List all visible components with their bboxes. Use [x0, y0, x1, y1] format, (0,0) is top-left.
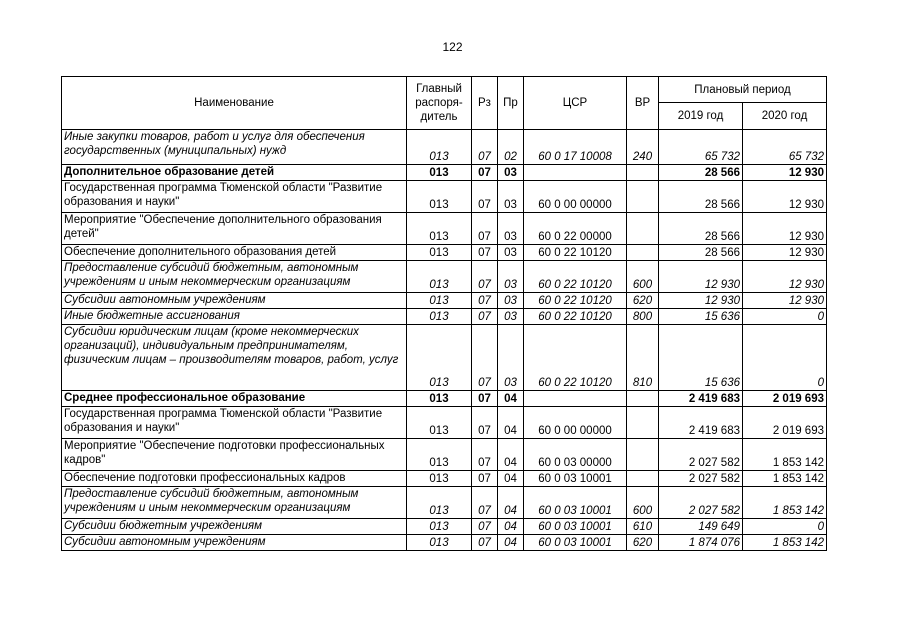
row-vr: 810: [627, 325, 659, 391]
table-row: [62, 130, 827, 165]
row-name: Субсидии юридическим лицам (кроме некоммерческих организаций), индивидуальным предпринимателям, физическим лицам – производителям товаров, работ, услуг: [62, 325, 407, 391]
row-amount-2020: 1 853 142: [743, 471, 827, 487]
row-rz: 07: [472, 261, 498, 293]
row-name: Среднее профессиональное образование: [62, 391, 407, 407]
row-name: Государственная программа Тюменской области "Развитие образования и науки": [62, 407, 407, 439]
row-csr: 60 0 00 00000: [524, 181, 627, 213]
table-row: [62, 487, 827, 519]
row-amount-2019: 28 566: [659, 213, 743, 245]
row-csr: 60 0 22 10120: [524, 309, 627, 325]
row-amount-2019: 12 930: [659, 293, 743, 309]
table-row: [62, 519, 827, 535]
header-manager: Главный распоря-дитель: [407, 77, 472, 130]
row-rz: 07: [472, 130, 498, 165]
row-vr: [627, 165, 659, 181]
row-manager-code: 013: [407, 471, 472, 487]
row-name: Мероприятие "Обеспечение дополнительного образования детей": [62, 213, 407, 245]
row-rz: 07: [472, 165, 498, 181]
row-name: Иные бюджетные ассигнования: [62, 309, 407, 325]
row-rz: 07: [472, 309, 498, 325]
row-rz: 07: [472, 407, 498, 439]
table-body: [62, 130, 827, 551]
row-amount-2020: 12 930: [743, 261, 827, 293]
row-amount-2020: 12 930: [743, 293, 827, 309]
row-vr: [627, 181, 659, 213]
row-csr: 60 0 22 10120: [524, 245, 627, 261]
row-csr: 60 0 03 00000: [524, 439, 627, 471]
row-csr: 60 0 22 10120: [524, 325, 627, 391]
header-rz: Рз: [472, 77, 498, 130]
row-name: Иные закупки товаров, работ и услуг для обеспечения государственных (муниципальных) нужд: [62, 130, 407, 165]
table-row: [62, 471, 827, 487]
table-row: [62, 245, 827, 261]
row-rz: 07: [472, 325, 498, 391]
table-row: [62, 325, 827, 391]
row-rz: 07: [472, 391, 498, 407]
row-rz: 07: [472, 245, 498, 261]
row-csr: 60 0 03 10001: [524, 519, 627, 535]
row-amount-2020: 12 930: [743, 213, 827, 245]
row-amount-2020: 12 930: [743, 245, 827, 261]
row-csr: [524, 391, 627, 407]
header-pr: Пр: [498, 77, 524, 130]
row-vr: [627, 213, 659, 245]
row-amount-2019: 65 732: [659, 130, 743, 165]
row-name: Обеспечение подготовки профессиональных кадров: [62, 471, 407, 487]
row-pr: 03: [498, 293, 524, 309]
row-pr: 03: [498, 325, 524, 391]
table-row: [62, 309, 827, 325]
row-amount-2019: 15 636: [659, 309, 743, 325]
row-csr: 60 0 03 10001: [524, 471, 627, 487]
row-csr: 60 0 00 00000: [524, 407, 627, 439]
row-vr: 620: [627, 293, 659, 309]
row-pr: 04: [498, 391, 524, 407]
table-row: [62, 391, 827, 407]
table-row: [62, 535, 827, 551]
row-manager-code: 013: [407, 181, 472, 213]
row-amount-2020: 2 019 693: [743, 391, 827, 407]
row-manager-code: 013: [407, 165, 472, 181]
row-manager-code: 013: [407, 130, 472, 165]
row-rz: 07: [472, 439, 498, 471]
row-name: Обеспечение дополнительного образования детей: [62, 245, 407, 261]
row-vr: 800: [627, 309, 659, 325]
row-name: Дополнительное образование детей: [62, 165, 407, 181]
row-amount-2019: 28 566: [659, 181, 743, 213]
row-manager-code: 013: [407, 325, 472, 391]
row-vr: 610: [627, 519, 659, 535]
row-pr: 04: [498, 407, 524, 439]
row-rz: 07: [472, 181, 498, 213]
row-vr: [627, 391, 659, 407]
row-amount-2019: 2 027 582: [659, 471, 743, 487]
row-name: Субсидии автономным учреждениям: [62, 293, 407, 309]
row-pr: 02: [498, 130, 524, 165]
row-amount-2020: 12 930: [743, 165, 827, 181]
table-row: [62, 439, 827, 471]
row-amount-2019: 2 027 582: [659, 487, 743, 519]
row-amount-2020: 1 853 142: [743, 535, 827, 551]
row-amount-2020: 0: [743, 519, 827, 535]
row-amount-2019: 149 649: [659, 519, 743, 535]
row-vr: 600: [627, 261, 659, 293]
row-name: Предоставление субсидий бюджетным, автономным учреждениям и иным некоммерческим организациям: [62, 487, 407, 519]
row-amount-2019: 1 874 076: [659, 535, 743, 551]
row-amount-2019: 2 419 683: [659, 391, 743, 407]
row-csr: 60 0 22 10120: [524, 261, 627, 293]
row-amount-2020: 65 732: [743, 130, 827, 165]
row-vr: [627, 407, 659, 439]
row-rz: 07: [472, 293, 498, 309]
table-row: [62, 261, 827, 293]
row-vr: [627, 471, 659, 487]
row-rz: 07: [472, 535, 498, 551]
table-header: [62, 77, 827, 130]
row-pr: 03: [498, 245, 524, 261]
header-vr: ВР: [627, 77, 659, 130]
row-manager-code: 013: [407, 391, 472, 407]
row-pr: 03: [498, 213, 524, 245]
table-row: [62, 293, 827, 309]
row-csr: [524, 165, 627, 181]
table-row: [62, 181, 827, 213]
row-csr: 60 0 03 10001: [524, 535, 627, 551]
row-pr: 04: [498, 519, 524, 535]
table-row: [62, 165, 827, 181]
row-rz: 07: [472, 213, 498, 245]
row-amount-2019: 28 566: [659, 245, 743, 261]
row-amount-2020: 0: [743, 309, 827, 325]
row-name: Субсидии автономным учреждениям: [62, 535, 407, 551]
row-vr: 600: [627, 487, 659, 519]
row-manager-code: 013: [407, 309, 472, 325]
row-manager-code: 013: [407, 245, 472, 261]
row-vr: [627, 245, 659, 261]
row-name: Субсидии бюджетным учреждениям: [62, 519, 407, 535]
row-name: Государственная программа Тюменской области "Развитие образования и науки": [62, 181, 407, 213]
header-csr: ЦСР: [524, 77, 627, 130]
row-amount-2020: 0: [743, 325, 827, 391]
row-amount-2020: 2 019 693: [743, 407, 827, 439]
row-manager-code: 013: [407, 261, 472, 293]
row-name: Предоставление субсидий бюджетным, автономным учреждениям и иным некоммерческим организациям: [62, 261, 407, 293]
row-csr: 60 0 17 10008: [524, 130, 627, 165]
budget-table: [61, 76, 827, 551]
header-year-2019: 2019 год: [659, 103, 743, 130]
row-pr: 03: [498, 165, 524, 181]
row-manager-code: 013: [407, 535, 472, 551]
row-name: Мероприятие "Обеспечение подготовки профессиональных кадров": [62, 439, 407, 471]
row-pr: 04: [498, 535, 524, 551]
row-vr: 240: [627, 130, 659, 165]
row-manager-code: 013: [407, 293, 472, 309]
row-manager-code: 013: [407, 487, 472, 519]
row-manager-code: 013: [407, 439, 472, 471]
row-pr: 04: [498, 471, 524, 487]
row-pr: 04: [498, 439, 524, 471]
header-year-2020: 2020 год: [743, 103, 827, 130]
row-amount-2019: 28 566: [659, 165, 743, 181]
row-pr: 03: [498, 261, 524, 293]
row-pr: 03: [498, 309, 524, 325]
table-row: [62, 407, 827, 439]
row-csr: 60 0 03 10001: [524, 487, 627, 519]
row-amount-2019: 12 930: [659, 261, 743, 293]
row-vr: [627, 439, 659, 471]
row-pr: 04: [498, 487, 524, 519]
row-rz: 07: [472, 519, 498, 535]
row-amount-2020: 1 853 142: [743, 487, 827, 519]
table-row: [62, 213, 827, 245]
row-amount-2020: 1 853 142: [743, 439, 827, 471]
row-pr: 03: [498, 181, 524, 213]
page-number: 122: [442, 40, 463, 54]
row-manager-code: 013: [407, 407, 472, 439]
header-name: Наименование: [62, 77, 407, 130]
row-csr: 60 0 22 00000: [524, 213, 627, 245]
row-amount-2019: 2 419 683: [659, 407, 743, 439]
header-planned-period: Плановый период: [659, 77, 827, 103]
row-manager-code: 013: [407, 213, 472, 245]
row-amount-2019: 15 636: [659, 325, 743, 391]
row-amount-2020: 12 930: [743, 181, 827, 213]
row-rz: 07: [472, 471, 498, 487]
row-vr: 620: [627, 535, 659, 551]
row-amount-2019: 2 027 582: [659, 439, 743, 471]
row-manager-code: 013: [407, 519, 472, 535]
row-rz: 07: [472, 487, 498, 519]
row-csr: 60 0 22 10120: [524, 293, 627, 309]
